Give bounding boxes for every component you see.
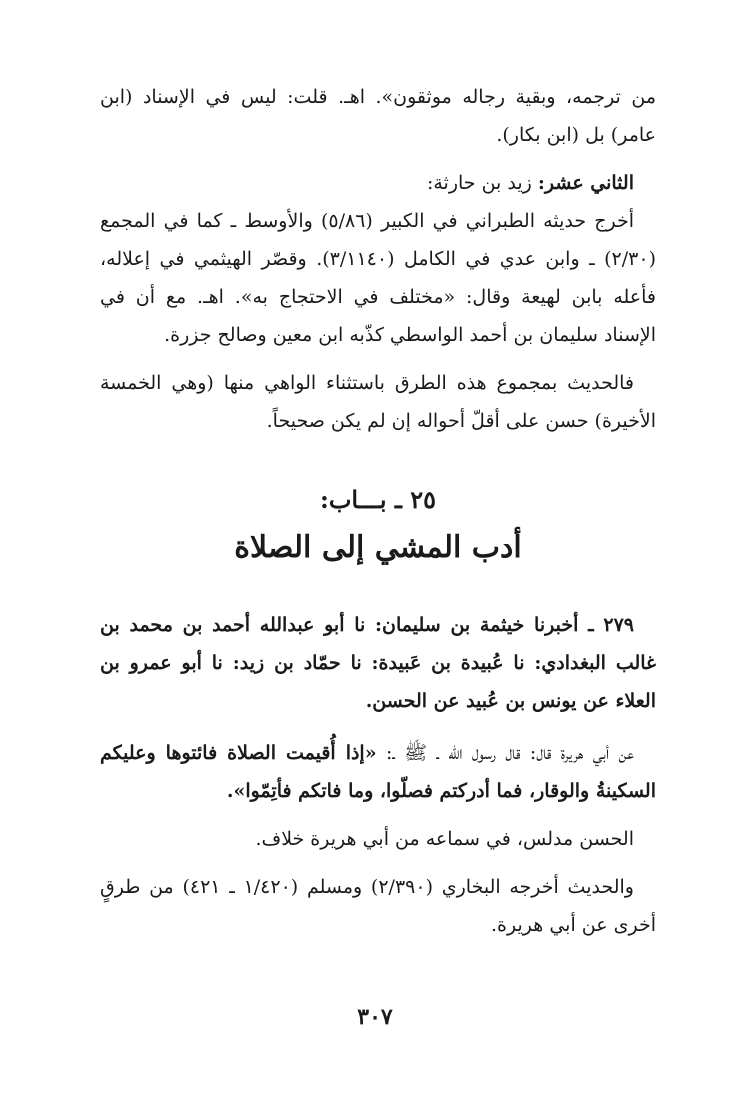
chapter-title: أدب المشي إلى الصلاة <box>234 530 522 565</box>
hadith-note-tadlis: الحسن مدلس، في سماعه من أبي هريرة خلاف. <box>255 828 634 850</box>
paragraph-ruling: فالحديث بمجموع هذه الطرق باستثناء الواهي منها (وهي الخمسة الأخيرة) حسن على أقلّ أحواله إن لم يكن صحيحاً. <box>100 372 656 432</box>
twelfth-name: زيد بن حارثة: <box>426 172 538 194</box>
paragraph-twelfth-narrator <box>100 164 656 202</box>
hadith-matn-paragraph <box>100 734 656 810</box>
hadith-matn: «إذا أُقيمت الصلاة فائتوها وعليكم السكينةُ والوقار، فما أدركتم فصلّوا، وما فاتكم فأتِمّوا». <box>100 742 656 802</box>
chapter-number: ٢٥ ـ بـــاب: <box>319 485 437 514</box>
twelfth-label: الثاني عشر: <box>537 172 634 194</box>
paragraph-continuation: من ترجمه، وبقية رجاله موثقون». اهـ. قلت: ليس في الإسناد (ابن عامر) بل (ابن بكار). <box>100 86 656 146</box>
page-number: ٣٠٧ <box>357 1004 393 1030</box>
hadith-isnad: ٢٧٩ ـ أخبرنا خيثمة بن سليمان: نا أبو عبدالله أحمد بن محمد بن غالب البغدادي: نا عُبيدة بن عَبيدة: نا حمّاد بن زيد: نا أبو عمرو بن العلاء عن يونس بن عُبيد عن الحسن. <box>100 614 656 712</box>
page-body <box>100 78 656 944</box>
paragraph-takhrij: أخرج حديثه الطبراني في الكبير (٥/٨٦) والأوسط ـ كما في المجمع (٢/٣٠) ـ وابن عدي في الكامل (٣/١١٤٠). وقصّر الهيثمي في إعلاله، فأعله بابن لهيعة وقال: «مختلف في الاحتجاج به». اهـ. مع أن في الإسناد سليمان بن أحمد الواسطي كذّبه ابن معين وصالح جزرة. <box>100 210 656 346</box>
hadith-note-takhrij: والحديث أخرجه البخاري (٢/٣٩٠) ومسلم (١/٤٢٠ ـ ٤٢١) من طرقٍ أخرى عن أبي هريرة. <box>100 876 656 936</box>
hadith-matn-intro: عن أبي هريرة قال: قال رسول الله ـ ﷺ ـ: <box>376 742 634 764</box>
